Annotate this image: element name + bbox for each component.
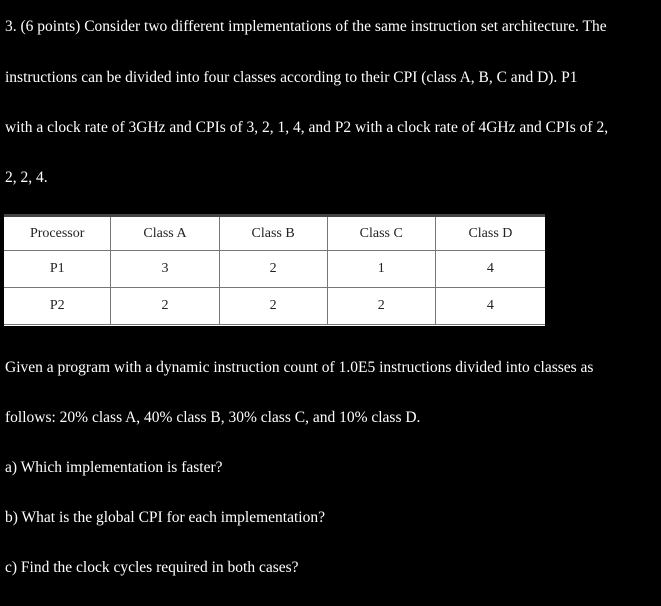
cell-class-a: 2	[111, 288, 219, 325]
subquestion-c: c) Find the clock cycles required in both cases?	[5, 559, 299, 576]
cpi-table-container	[4, 214, 545, 326]
cell-class-b: 2	[219, 288, 327, 325]
question-line-1: 3. (6 points) Consider two different implementations of the same instruction set architecture. The	[5, 18, 607, 35]
cpi-table	[4, 214, 545, 325]
question-line-3: with a clock rate of 3GHz and CPIs of 3, 2, 1, 4, and P2 with a clock rate of 4GHz and CPIs of 2,	[5, 119, 609, 136]
program-line-1: Given a program with a dynamic instruction count of 1.0E5 instructions divided into classes as	[5, 359, 594, 376]
cell-class-d: 4	[435, 288, 545, 325]
header-class-c: Class C	[327, 216, 435, 251]
question-line-4: 2, 2, 4.	[5, 169, 48, 186]
header-class-d: Class D	[435, 216, 545, 251]
header-processor: Processor	[4, 216, 111, 251]
cell-processor: P2	[4, 288, 111, 325]
program-line-2: follows: 20% class A, 40% class B, 30% class C, and 10% class D.	[5, 409, 421, 426]
header-class-b: Class B	[219, 216, 327, 251]
cell-class-b: 2	[219, 251, 327, 288]
cell-class-d: 4	[435, 251, 545, 288]
cell-class-c: 1	[327, 251, 435, 288]
header-class-a: Class A	[111, 216, 219, 251]
table-header-row	[4, 216, 545, 251]
subquestion-a: a) Which implementation is faster?	[5, 459, 223, 476]
table-row	[4, 288, 545, 325]
question-line-2: instructions can be divided into four classes according to their CPI (class A, B, C and D). P1	[5, 69, 578, 86]
table-row	[4, 251, 545, 288]
cell-processor: P1	[4, 251, 111, 288]
cell-class-a: 3	[111, 251, 219, 288]
subquestion-b: b) What is the global CPI for each implementation?	[5, 509, 325, 526]
cell-class-c: 2	[327, 288, 435, 325]
